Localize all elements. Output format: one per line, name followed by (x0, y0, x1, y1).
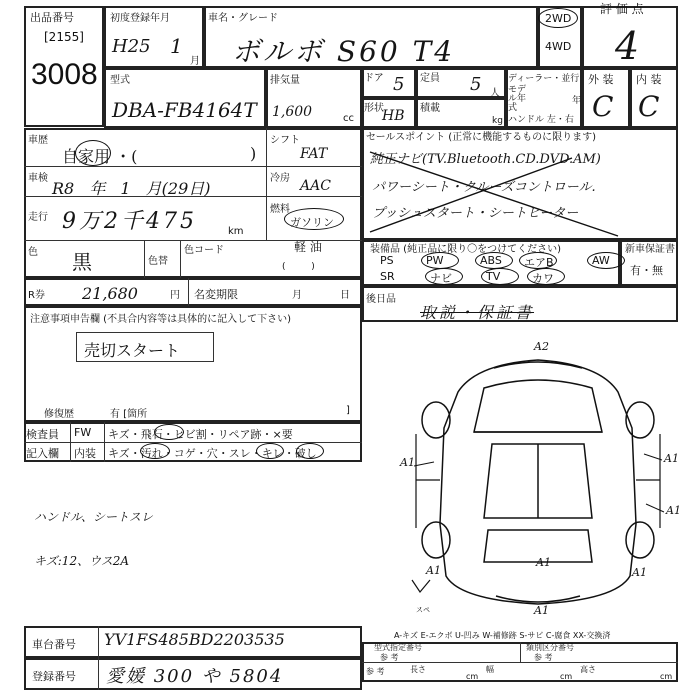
sales-points-strike (362, 128, 678, 240)
sales-points-label: セールスポイント (正常に機能するものに限ります) (366, 132, 597, 143)
sales-line-2: パワーシート・クルーズコントロール. (372, 180, 596, 195)
shift-label: シフト (270, 135, 300, 146)
history-value: 自家用 ・( (62, 147, 138, 166)
equipment-label: 装備品 (純正品に限り〇をつけてください) (370, 244, 561, 255)
first-reg-label: 初度登録年月 (110, 13, 170, 24)
recycle-label: R券 (28, 290, 45, 301)
width-label: 幅 (486, 665, 494, 674)
dealer-label: ディーラー・並行 (508, 74, 580, 84)
equipment-item-circle-8 (527, 268, 565, 285)
fuel-label: 燃料 (270, 204, 290, 215)
mark-a1-right-2: A1 (666, 504, 681, 517)
category-ref: 参 考 (534, 653, 553, 662)
shape-label: 形状 (364, 103, 384, 114)
history-label: 車歴 (28, 135, 48, 146)
name-label: 車名・グレード (208, 13, 278, 24)
cooling-label: 冷房 (270, 173, 290, 184)
diagram-legend: A-キズ E-エクボ U-凹み W-補修跡 S-サビ C-腐食 XX-交換済 (394, 631, 611, 640)
recycle-unit: 円 (170, 290, 180, 301)
repair-close: ] (346, 405, 350, 416)
handle-label: ハンドル 左・右 (508, 115, 574, 125)
inspector-comment-2: キズ:12、ウス2A (34, 554, 130, 568)
model-label: 型式 (110, 75, 130, 86)
drive-4wd: 4WD (545, 40, 572, 53)
model-value: DBA-FB4164T (112, 98, 257, 122)
mark-a1-bottom: A1 (534, 604, 549, 617)
inspector-comment-1: ハンドル、シートスレ (34, 510, 153, 524)
name-change-month: 月 (292, 290, 302, 301)
inspector-row-1: キズ・飛石・ヒビ割・リペア跡・×要 (108, 428, 293, 441)
recycle-value: 21,680 (82, 284, 138, 303)
warranty-label: 新車保証書 (625, 244, 675, 255)
width-unit: cm (560, 672, 573, 681)
equipment-item-circle-2 (475, 252, 513, 269)
interior-value: C (638, 90, 660, 123)
fuel-gasoline-circle (284, 208, 344, 230)
sales-line-3: プッシュスタート・シートヒーター (372, 206, 579, 221)
equipment-item-2: ABS (480, 254, 502, 267)
model-spec-ref: 参 考 (380, 653, 399, 662)
equipment-item-0: PS (380, 254, 394, 267)
capacity-value: 5 (470, 74, 482, 95)
equipment-item-6: ナビ (430, 272, 452, 285)
exterior-label: 外 装 (588, 73, 614, 86)
color-code-label: 色コード (184, 245, 224, 256)
mark-a1-center: A1 (536, 556, 551, 569)
shape-value: HB (382, 108, 405, 124)
doors-value: 5 (393, 74, 405, 95)
inspector-interior: 内装 (74, 447, 96, 460)
spare-label: スペ (416, 606, 430, 614)
equipment-item-circle-7 (481, 268, 519, 285)
equipment-item-5: SR (380, 270, 395, 283)
equipment-item-circle-3 (519, 252, 557, 269)
inspection-label: 車検 (28, 173, 48, 184)
mileage-label: 走行 (28, 212, 48, 223)
load-unit: kg (492, 116, 503, 126)
first-reg-year: H25 (112, 36, 151, 57)
displacement-unit: cc (343, 113, 354, 124)
later-docs-value: 取説・保証書 (420, 303, 535, 322)
history-private-circle (75, 140, 111, 166)
first-reg-month-unit: 月 (190, 56, 200, 67)
inspection-value: R8 年 1 月(29日) (52, 179, 211, 198)
score-value: 4 (615, 24, 640, 68)
mileage-value: 9万2千475 (62, 209, 197, 234)
inspector-label-1: 検査員 (26, 428, 59, 441)
drive-2wd-circle (538, 8, 578, 28)
capacity-unit: 人 (490, 88, 500, 99)
displacement-value: 1,600 (272, 104, 313, 120)
equipment-item-4: AW (592, 254, 610, 267)
mark-a1-left-bottom: A1 (426, 564, 441, 577)
mark-a1-right: A1 (664, 452, 679, 465)
load-label: 積載 (420, 103, 440, 114)
displacement-label: 排気量 (270, 75, 300, 86)
chassis-label: 車台番号 (32, 638, 76, 651)
repair-label: 修復歴 (44, 409, 74, 420)
later-docs-label: 後日品 (366, 294, 396, 305)
mark-a2: A2 (534, 340, 549, 353)
interior-label: 内 装 (636, 73, 662, 86)
mileage-unit: km (228, 226, 244, 237)
inspector-fw: FW (74, 426, 92, 439)
repair-value: 有 [箇所 (110, 409, 148, 420)
notes-value: 売切スタート (84, 341, 181, 360)
model-year-label: モデル年式 (508, 85, 527, 113)
cooling-value: AAC (300, 178, 331, 194)
fuel-gasoline: ガソリン (290, 216, 334, 229)
model-spec-label: 型式指定番号 (374, 643, 422, 652)
chassis-value: YV1FS485BD2203535 (104, 630, 285, 649)
stain-circle (140, 443, 170, 459)
history-close: ) (250, 144, 257, 163)
equipment-item-circle-4 (587, 252, 625, 269)
lot-label: 出品番号 (30, 11, 74, 24)
equipment-item-1: PW (426, 254, 444, 267)
tear-circle (296, 443, 324, 459)
score-label: 評 価 点 (600, 2, 644, 16)
equipment-item-circle-1 (421, 252, 459, 269)
category-label: 類別区分番号 (526, 643, 574, 652)
name-value: ボルボ S60 T4 (232, 35, 456, 68)
equipment-item-7: TV (486, 270, 501, 283)
equipment-item-8: カワ (532, 272, 554, 285)
mark-a1-right-bottom: A1 (632, 566, 647, 579)
plate-label: 登録番号 (32, 670, 76, 683)
mark-a1-left: A1 (400, 456, 415, 469)
lot-bracket: [2155] (44, 30, 84, 44)
car-diagram (396, 340, 681, 620)
recycle-row (24, 278, 362, 306)
dims-ref: 参 考 (366, 667, 385, 676)
color-value: 黒 (72, 250, 92, 274)
equipment-item-3: エアB (524, 256, 554, 269)
equipment-item-circle-6 (425, 268, 463, 285)
capacity-label: 定員 (420, 73, 440, 84)
drive-2wd: 2WD (545, 12, 572, 25)
height-unit: cm (660, 672, 673, 681)
exterior-value: C (592, 90, 614, 123)
lot-number: 3008 (31, 58, 98, 91)
doors-label: ドア (364, 73, 384, 84)
model-year-unit: 年 (572, 96, 582, 106)
name-change-label: 名変期限 (194, 288, 238, 301)
warranty-value: 有・無 (630, 264, 663, 277)
color-code-parens: ( ) (282, 262, 315, 272)
notes-label: 注意事項申告欄 (不具合内容等は具体的に記入して下さい) (30, 314, 291, 325)
plate-value: 愛媛 300 や 5804 (106, 666, 284, 687)
name-change-day: 日 (340, 290, 350, 301)
wear-circle (256, 443, 284, 459)
color-label: 色 (28, 247, 38, 258)
height-label: 高さ (580, 665, 596, 674)
shift-value: FAT (300, 146, 328, 162)
length-unit: cm (466, 672, 479, 681)
stone-chip-circle (154, 424, 184, 440)
color-change-label: 色替 (148, 256, 168, 267)
inspector-row-2: キズ・汚れ・コゲ・穴・スレ・キレ・破し (108, 447, 317, 460)
first-reg-month: 1 (170, 34, 183, 58)
fuel-diesel: 軽 油 (294, 240, 322, 254)
length-label: 長さ (410, 665, 426, 674)
sales-line-1: 純正ナビ(TV.Bluetooth.CD.DVD.AM) (370, 152, 601, 167)
inspector-label-2: 記入欄 (26, 447, 59, 460)
